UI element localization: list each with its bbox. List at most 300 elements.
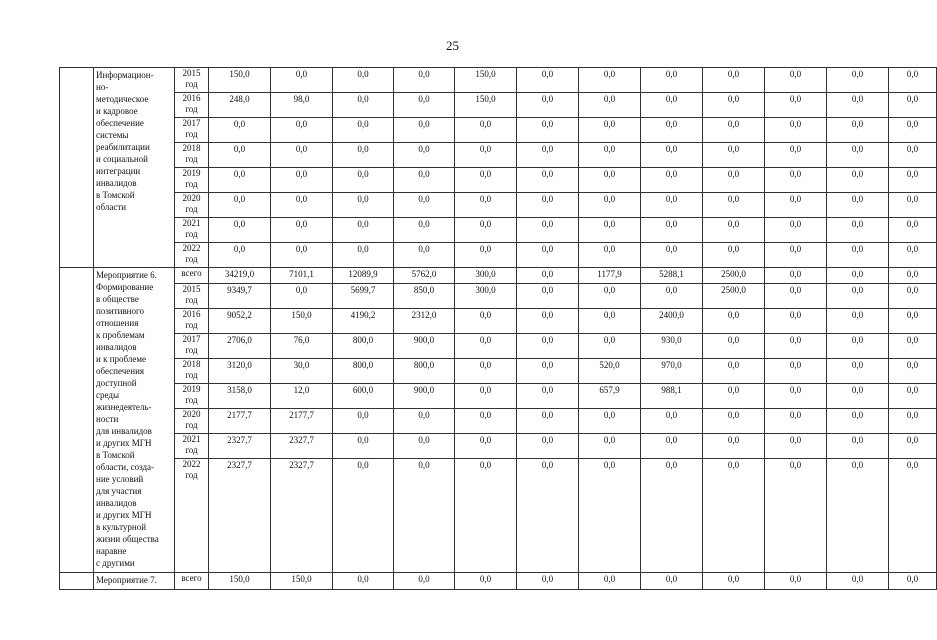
period-cell — [175, 309, 209, 334]
value-cell: 0,0 — [579, 243, 641, 268]
value-cell: 0,0 — [889, 309, 937, 334]
value-cell: 0,0 — [333, 243, 394, 268]
value-cell: 0,0 — [765, 284, 827, 309]
value-cell: 150,0 — [271, 309, 333, 334]
value-cell: 0,0 — [641, 573, 703, 590]
value-cell: 34219,0 — [209, 268, 271, 284]
description-line: и к проблеме — [96, 354, 147, 364]
value-cell: 0,0 — [455, 143, 517, 168]
table-row — [60, 268, 937, 284]
description-line: области, созда- — [96, 462, 155, 472]
value-cell: 248,0 — [209, 93, 271, 118]
period-text: 2016 — [182, 93, 201, 103]
value-cell: 0,0 — [517, 434, 579, 459]
table-row — [60, 118, 937, 143]
value-cell: 0,0 — [703, 118, 765, 143]
value-cell: 0,0 — [579, 68, 641, 93]
value-cell: 0,0 — [889, 118, 937, 143]
description-line: для инвалидов — [96, 426, 152, 436]
value-cell: 0,0 — [579, 168, 641, 193]
description-line: реабилитации — [96, 142, 150, 152]
value-cell: 0,0 — [765, 309, 827, 334]
value-cell: 0,0 — [333, 434, 394, 459]
value-cell: 3120,0 — [209, 359, 271, 384]
description-line: доступной — [96, 378, 137, 388]
description-line: и социальной — [96, 154, 148, 164]
value-cell: 0,0 — [641, 434, 703, 459]
description-line: инвалидов — [96, 498, 137, 508]
value-cell: 0,0 — [333, 143, 394, 168]
value-cell: 12,0 — [271, 384, 333, 409]
period-cell — [175, 409, 209, 434]
value-cell: 0,0 — [579, 459, 641, 573]
value-cell: 3158,0 — [209, 384, 271, 409]
value-cell: 150,0 — [455, 68, 517, 93]
value-cell: 2177,7 — [209, 409, 271, 434]
value-cell: 0,0 — [641, 218, 703, 243]
value-cell: 0,0 — [579, 309, 641, 334]
value-cell: 0,0 — [579, 193, 641, 218]
value-cell: 0,0 — [765, 118, 827, 143]
value-cell: 0,0 — [517, 409, 579, 434]
value-cell: 0,0 — [889, 434, 937, 459]
description-line: ности — [96, 414, 119, 424]
value-cell: 0,0 — [641, 168, 703, 193]
value-cell: 800,0 — [333, 334, 394, 359]
period-text: год — [185, 229, 198, 239]
description-line: инвалидов — [96, 342, 137, 352]
value-cell: 0,0 — [394, 168, 455, 193]
value-cell: 0,0 — [455, 243, 517, 268]
value-cell: 5288,1 — [641, 268, 703, 284]
value-cell: 0,0 — [827, 384, 889, 409]
table-row — [60, 168, 937, 193]
description-line: Мероприятие 6. — [96, 270, 157, 280]
table-row — [60, 68, 937, 93]
period-text: год — [185, 104, 198, 114]
value-cell: 0,0 — [394, 243, 455, 268]
table-row — [60, 143, 937, 168]
table-row — [60, 284, 937, 309]
period-text: год — [185, 370, 198, 380]
description-line: и других МГН — [96, 510, 152, 520]
value-cell: 0,0 — [765, 434, 827, 459]
value-cell: 900,0 — [394, 384, 455, 409]
value-cell: 0,0 — [455, 434, 517, 459]
activity-description-cell — [94, 268, 175, 573]
value-cell: 0,0 — [765, 459, 827, 573]
value-cell: 0,0 — [827, 193, 889, 218]
value-cell: 0,0 — [333, 68, 394, 93]
period-text: год — [185, 420, 198, 430]
budget-table-body — [60, 68, 937, 590]
value-cell: 0,0 — [703, 434, 765, 459]
value-cell: 0,0 — [703, 168, 765, 193]
value-cell: 2327,7 — [209, 434, 271, 459]
description-line: в обществе — [96, 294, 139, 304]
value-cell: 0,0 — [703, 193, 765, 218]
value-cell: 0,0 — [641, 193, 703, 218]
value-cell: 5762,0 — [394, 268, 455, 284]
value-cell: 150,0 — [209, 68, 271, 93]
value-cell: 0,0 — [394, 143, 455, 168]
value-cell: 0,0 — [641, 284, 703, 309]
value-cell: 0,0 — [889, 459, 937, 573]
page-number: 25 — [446, 38, 459, 53]
period-text: год — [185, 445, 198, 455]
value-cell: 0,0 — [579, 409, 641, 434]
index-cell — [60, 268, 94, 573]
value-cell: 0,0 — [455, 118, 517, 143]
value-cell: 970,0 — [641, 359, 703, 384]
value-cell: 0,0 — [889, 359, 937, 384]
value-cell: 0,0 — [517, 284, 579, 309]
period-text: всего — [181, 573, 202, 583]
description-line: и кадровое — [96, 106, 138, 116]
value-cell: 0,0 — [827, 93, 889, 118]
period-text: всего — [181, 268, 202, 278]
value-cell: 0,0 — [889, 68, 937, 93]
period-text: 2015 — [182, 284, 201, 294]
description-line: отношения — [96, 318, 139, 328]
value-cell: 0,0 — [889, 218, 937, 243]
value-cell: 800,0 — [394, 359, 455, 384]
description-line: Информацион- — [96, 70, 154, 80]
value-cell: 98,0 — [271, 93, 333, 118]
value-cell: 2327,7 — [209, 459, 271, 573]
table-row — [60, 309, 937, 334]
value-cell: 0,0 — [271, 193, 333, 218]
value-cell: 0,0 — [827, 118, 889, 143]
value-cell: 2500,0 — [703, 268, 765, 284]
description-line: Формирование — [96, 282, 154, 292]
value-cell: 0,0 — [703, 409, 765, 434]
table-row — [60, 93, 937, 118]
table-row — [60, 193, 937, 218]
value-cell: 0,0 — [517, 218, 579, 243]
description-line: Мероприятие 7. — [96, 575, 157, 585]
period-text: год — [185, 129, 198, 139]
description-line: интеграции — [96, 166, 141, 176]
value-cell: 0,0 — [827, 168, 889, 193]
description-line: в Томской — [96, 190, 135, 200]
value-cell: 0,0 — [579, 334, 641, 359]
value-cell: 0,0 — [827, 434, 889, 459]
value-cell: 300,0 — [455, 284, 517, 309]
value-cell: 0,0 — [827, 359, 889, 384]
description-line: жизни общества — [96, 534, 159, 544]
table-row — [60, 573, 937, 590]
period-text: 2020 — [182, 409, 201, 419]
period-cell — [175, 284, 209, 309]
period-cell — [175, 118, 209, 143]
value-cell: 0,0 — [765, 243, 827, 268]
value-cell: 0,0 — [765, 359, 827, 384]
value-cell: 0,0 — [271, 143, 333, 168]
period-cell — [175, 573, 209, 590]
value-cell: 0,0 — [455, 359, 517, 384]
period-text: 2017 — [182, 334, 201, 344]
value-cell: 0,0 — [641, 409, 703, 434]
value-cell: 0,0 — [827, 284, 889, 309]
value-cell: 0,0 — [703, 384, 765, 409]
period-text: 2022 — [182, 243, 201, 253]
value-cell: 0,0 — [271, 218, 333, 243]
description-line: наравне — [96, 546, 127, 556]
value-cell: 0,0 — [703, 93, 765, 118]
value-cell: 150,0 — [455, 93, 517, 118]
value-cell: 9349,7 — [209, 284, 271, 309]
description-line: но- — [96, 82, 109, 92]
value-cell: 0,0 — [209, 118, 271, 143]
value-cell: 76,0 — [271, 334, 333, 359]
value-cell: 150,0 — [271, 573, 333, 590]
value-cell: 0,0 — [394, 573, 455, 590]
value-cell: 1177,9 — [579, 268, 641, 284]
value-cell: 0,0 — [394, 434, 455, 459]
value-cell: 0,0 — [394, 118, 455, 143]
budget-table — [59, 67, 937, 590]
value-cell: 0,0 — [333, 459, 394, 573]
value-cell: 0,0 — [579, 218, 641, 243]
period-text: 2017 — [182, 118, 201, 128]
value-cell: 0,0 — [579, 434, 641, 459]
description-line: в Томской — [96, 450, 135, 460]
period-text: 2021 — [182, 218, 201, 228]
value-cell: 0,0 — [517, 243, 579, 268]
value-cell: 0,0 — [889, 268, 937, 284]
period-text: год — [185, 320, 198, 330]
value-cell: 0,0 — [703, 218, 765, 243]
value-cell: 0,0 — [455, 459, 517, 573]
value-cell: 0,0 — [517, 384, 579, 409]
period-text: год — [185, 254, 198, 264]
period-cell — [175, 243, 209, 268]
table-row — [60, 334, 937, 359]
value-cell: 0,0 — [889, 409, 937, 434]
value-cell: 0,0 — [271, 68, 333, 93]
value-cell: 0,0 — [455, 218, 517, 243]
value-cell: 0,0 — [271, 168, 333, 193]
value-cell: 0,0 — [517, 193, 579, 218]
value-cell: 0,0 — [209, 218, 271, 243]
description-line: системы — [96, 130, 129, 140]
period-cell — [175, 168, 209, 193]
period-text: год — [185, 179, 198, 189]
value-cell: 0,0 — [517, 359, 579, 384]
value-cell: 0,0 — [333, 118, 394, 143]
value-cell: 9052,2 — [209, 309, 271, 334]
value-cell: 0,0 — [703, 143, 765, 168]
value-cell: 0,0 — [765, 409, 827, 434]
period-text: 2022 — [182, 459, 201, 469]
value-cell: 800,0 — [333, 359, 394, 384]
value-cell: 0,0 — [765, 268, 827, 284]
value-cell: 0,0 — [889, 243, 937, 268]
period-text: 2016 — [182, 309, 201, 319]
value-cell: 2327,7 — [271, 434, 333, 459]
value-cell: 657,9 — [579, 384, 641, 409]
value-cell: 0,0 — [455, 334, 517, 359]
value-cell: 0,0 — [889, 193, 937, 218]
value-cell: 0,0 — [703, 243, 765, 268]
value-cell: 300,0 — [455, 268, 517, 284]
value-cell: 0,0 — [209, 193, 271, 218]
value-cell: 0,0 — [889, 143, 937, 168]
value-cell: 0,0 — [827, 334, 889, 359]
value-cell: 930,0 — [641, 334, 703, 359]
period-text: год — [185, 395, 198, 405]
period-cell — [175, 143, 209, 168]
table-row — [60, 384, 937, 409]
period-text: 2019 — [182, 384, 201, 394]
value-cell: 0,0 — [333, 193, 394, 218]
period-text: год — [185, 204, 198, 214]
value-cell: 0,0 — [394, 218, 455, 243]
period-cell — [175, 459, 209, 573]
table-row — [60, 434, 937, 459]
value-cell: 2177,7 — [271, 409, 333, 434]
value-cell: 0,0 — [703, 359, 765, 384]
value-cell: 0,0 — [765, 573, 827, 590]
value-cell: 0,0 — [827, 68, 889, 93]
period-text: 2019 — [182, 168, 201, 178]
value-cell: 0,0 — [209, 243, 271, 268]
period-text: 2020 — [182, 193, 201, 203]
period-cell — [175, 334, 209, 359]
value-cell: 0,0 — [333, 218, 394, 243]
value-cell: 0,0 — [641, 118, 703, 143]
value-cell: 0,0 — [517, 334, 579, 359]
period-cell — [175, 384, 209, 409]
period-text: 2015 — [182, 68, 201, 78]
value-cell: 0,0 — [209, 143, 271, 168]
value-cell: 0,0 — [455, 309, 517, 334]
period-text: год — [185, 154, 198, 164]
value-cell: 0,0 — [394, 459, 455, 573]
value-cell: 0,0 — [394, 193, 455, 218]
value-cell: 0,0 — [455, 193, 517, 218]
value-cell: 0,0 — [455, 409, 517, 434]
description-line: среды — [96, 390, 119, 400]
value-cell: 0,0 — [517, 459, 579, 573]
period-text: 2018 — [182, 143, 201, 153]
value-cell: 0,0 — [641, 459, 703, 573]
value-cell: 0,0 — [579, 118, 641, 143]
value-cell: 0,0 — [765, 168, 827, 193]
value-cell: 2500,0 — [703, 284, 765, 309]
description-line: жизнедеятель- — [96, 402, 152, 412]
value-cell: 0,0 — [765, 384, 827, 409]
value-cell: 0,0 — [517, 93, 579, 118]
value-cell: 0,0 — [827, 309, 889, 334]
description-line: методическое — [96, 94, 149, 104]
value-cell: 0,0 — [641, 143, 703, 168]
value-cell: 0,0 — [271, 284, 333, 309]
value-cell: 0,0 — [271, 243, 333, 268]
value-cell: 0,0 — [455, 168, 517, 193]
value-cell: 0,0 — [517, 143, 579, 168]
value-cell: 0,0 — [703, 459, 765, 573]
activity-description-cell — [94, 68, 175, 268]
value-cell: 0,0 — [579, 284, 641, 309]
value-cell: 2400,0 — [641, 309, 703, 334]
table-row — [60, 409, 937, 434]
description-line: области — [96, 202, 127, 212]
value-cell: 0,0 — [641, 68, 703, 93]
description-line: с другими — [96, 558, 135, 568]
value-cell: 12089,9 — [333, 268, 394, 284]
value-cell: 0,0 — [827, 573, 889, 590]
value-cell: 0,0 — [517, 309, 579, 334]
value-cell: 0,0 — [209, 168, 271, 193]
value-cell: 0,0 — [271, 118, 333, 143]
value-cell: 0,0 — [455, 384, 517, 409]
period-text: год — [185, 79, 198, 89]
value-cell: 2312,0 — [394, 309, 455, 334]
value-cell: 0,0 — [394, 93, 455, 118]
period-text: год — [185, 295, 198, 305]
value-cell: 0,0 — [889, 573, 937, 590]
value-cell: 0,0 — [703, 68, 765, 93]
period-cell — [175, 218, 209, 243]
description-line: к проблемам — [96, 330, 145, 340]
description-line: в культурной — [96, 522, 147, 532]
value-cell: 520,0 — [579, 359, 641, 384]
value-cell: 0,0 — [889, 384, 937, 409]
value-cell: 0,0 — [333, 93, 394, 118]
value-cell: 0,0 — [827, 243, 889, 268]
value-cell: 0,0 — [517, 118, 579, 143]
period-cell — [175, 68, 209, 93]
value-cell: 0,0 — [394, 68, 455, 93]
value-cell: 0,0 — [703, 573, 765, 590]
value-cell: 0,0 — [641, 93, 703, 118]
table-row — [60, 218, 937, 243]
value-cell: 0,0 — [765, 143, 827, 168]
value-cell: 0,0 — [517, 168, 579, 193]
value-cell: 2327,7 — [271, 459, 333, 573]
value-cell: 4190,2 — [333, 309, 394, 334]
index-cell — [60, 68, 94, 268]
value-cell: 0,0 — [517, 268, 579, 284]
period-cell — [175, 193, 209, 218]
description-line: для участия — [96, 486, 142, 496]
period-text: год — [185, 345, 198, 355]
value-cell: 0,0 — [827, 409, 889, 434]
activity-description-cell — [94, 573, 175, 590]
period-cell — [175, 434, 209, 459]
value-cell: 2706,0 — [209, 334, 271, 359]
value-cell: 0,0 — [765, 93, 827, 118]
value-cell: 0,0 — [827, 218, 889, 243]
value-cell: 0,0 — [889, 284, 937, 309]
value-cell: 0,0 — [394, 409, 455, 434]
period-text: год — [185, 470, 198, 480]
value-cell: 0,0 — [827, 143, 889, 168]
value-cell: 5699,7 — [333, 284, 394, 309]
value-cell: 0,0 — [455, 573, 517, 590]
value-cell: 0,0 — [703, 334, 765, 359]
period-cell — [175, 93, 209, 118]
description-line: ние условий — [96, 474, 144, 484]
value-cell: 0,0 — [517, 573, 579, 590]
value-cell: 0,0 — [703, 309, 765, 334]
value-cell: 850,0 — [394, 284, 455, 309]
description-line: позитивного — [96, 306, 144, 316]
value-cell: 0,0 — [579, 143, 641, 168]
value-cell: 0,0 — [827, 459, 889, 573]
